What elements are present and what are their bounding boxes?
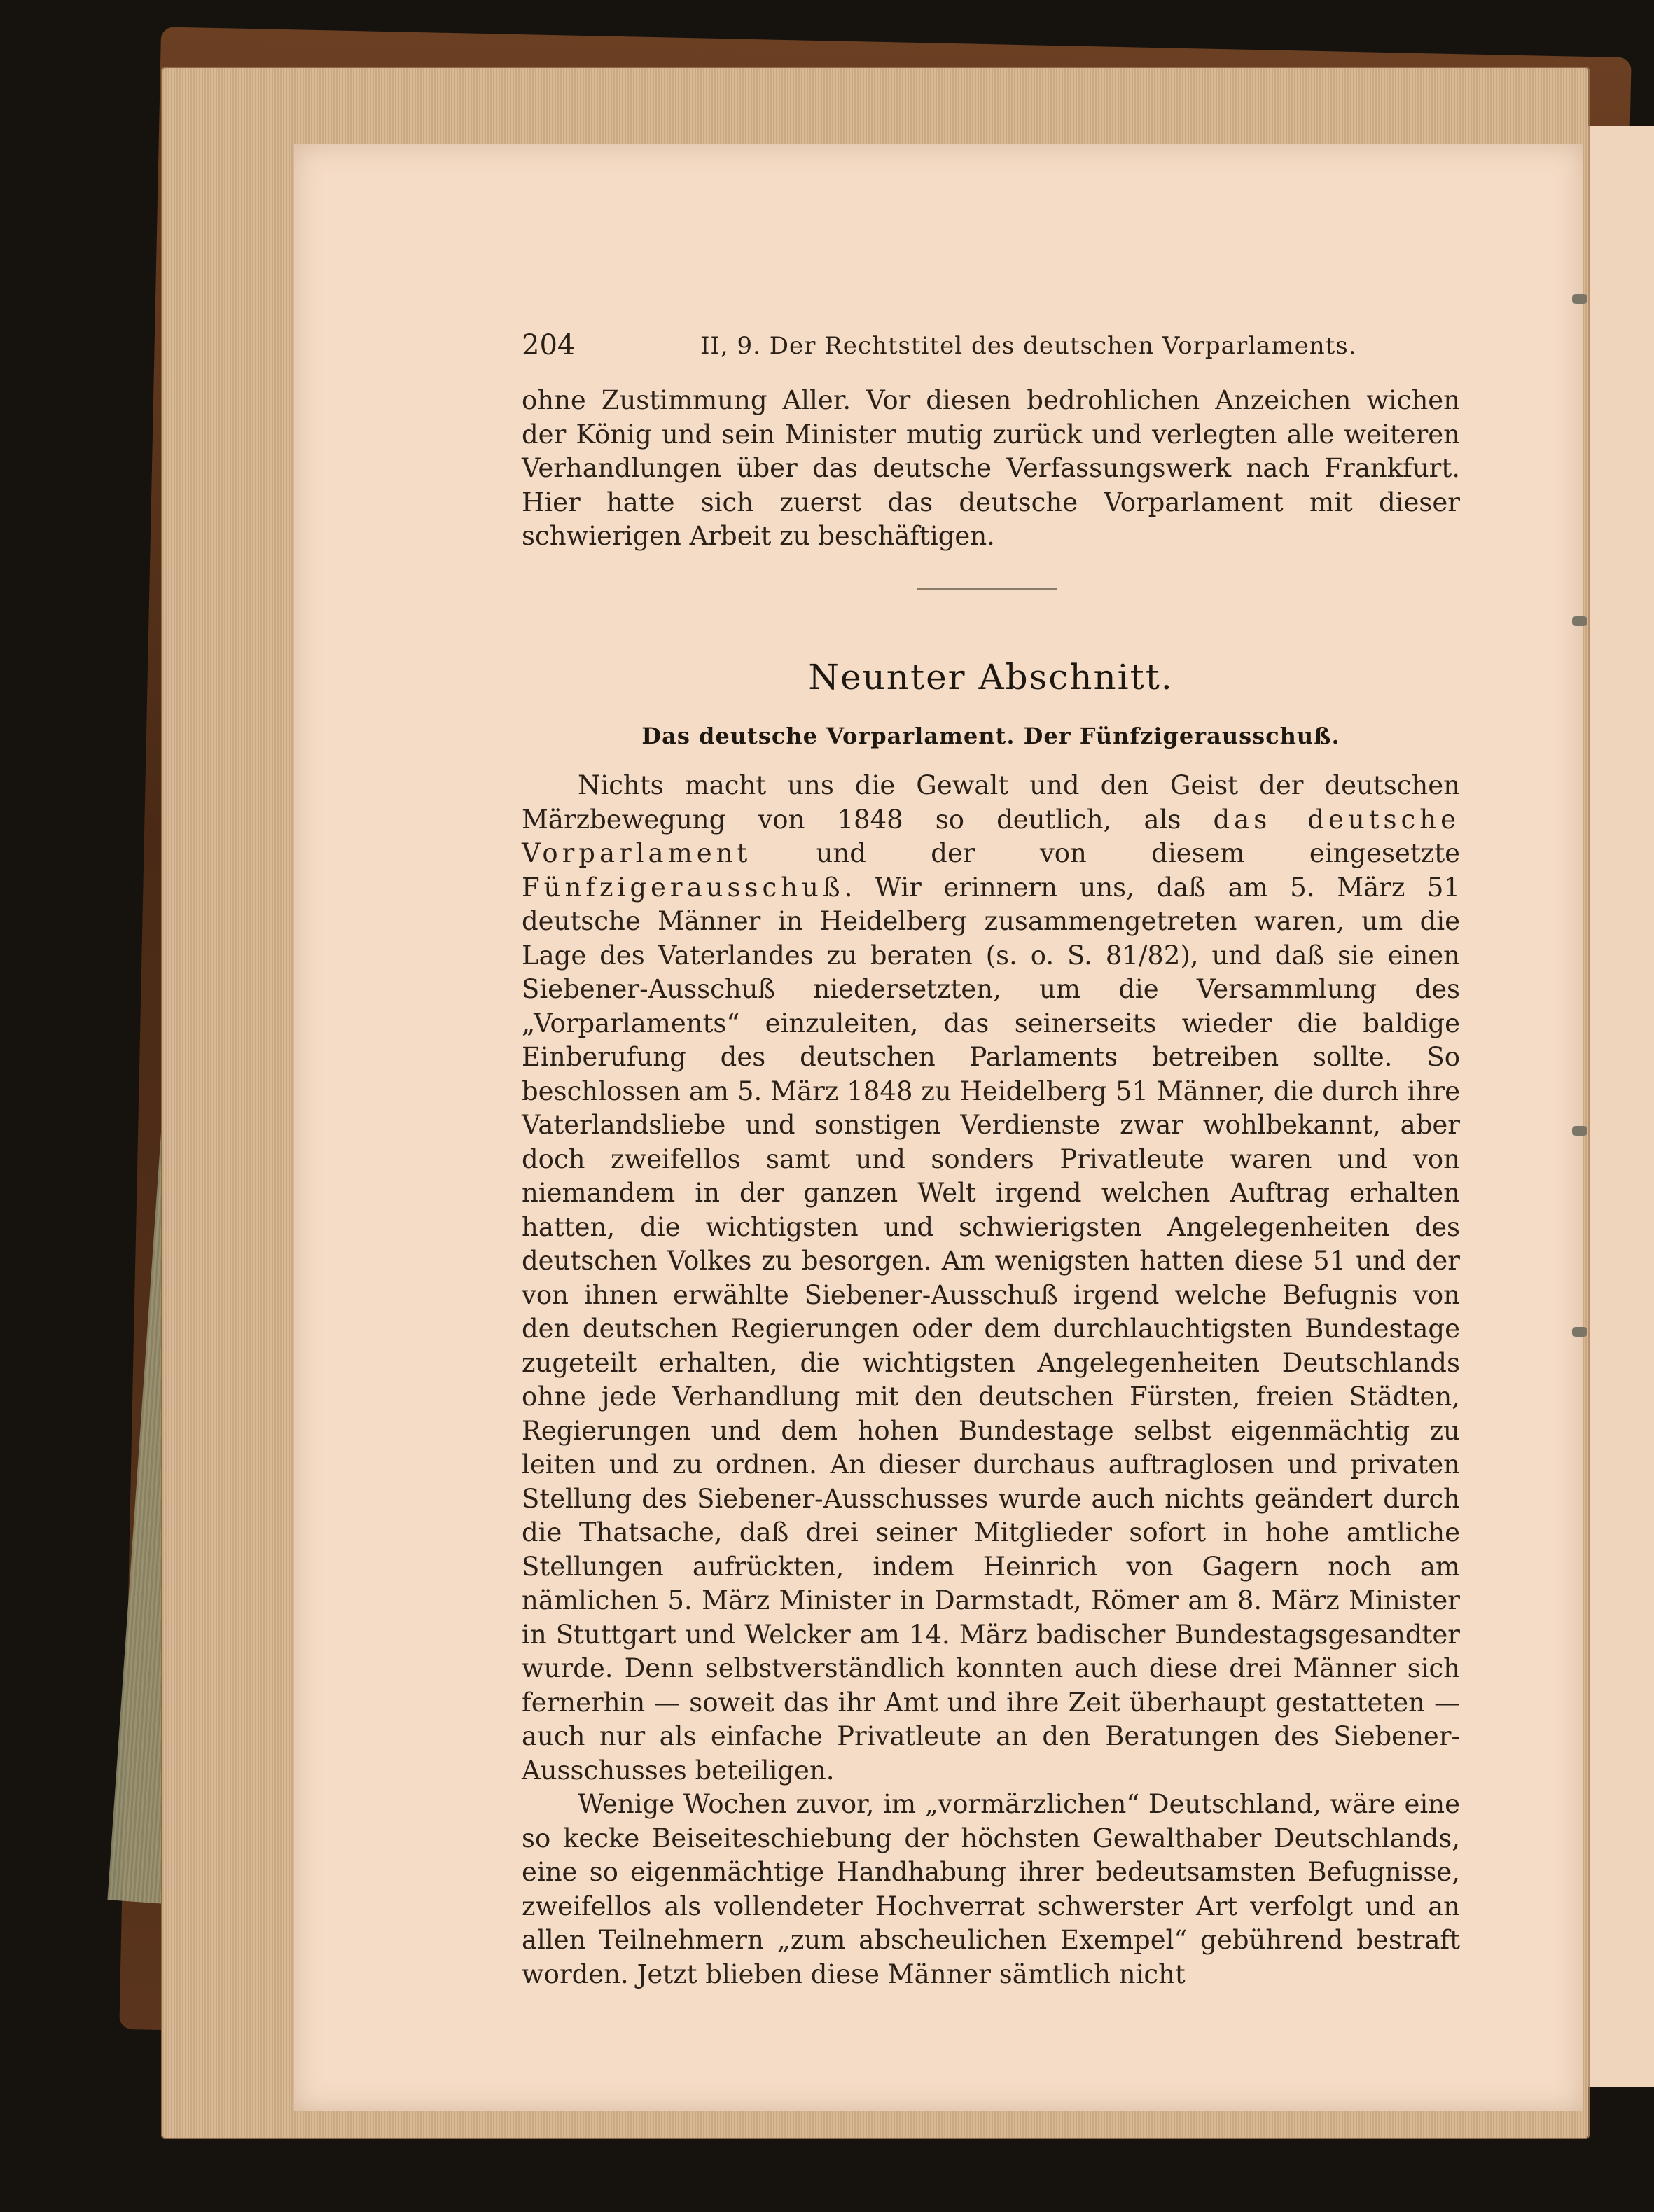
binding-clip <box>1572 616 1587 626</box>
binding-clip <box>1572 294 1587 304</box>
running-head: II, 9. Der Rechtstitel des deutschen Vorparlaments. <box>700 332 1357 360</box>
emphasized-term: das deutsche Vorparlament <box>522 804 1460 868</box>
paragraph-text: und der von diesem eingesetzte <box>751 838 1460 868</box>
page-number: 204 <box>522 329 576 361</box>
facing-page-edge <box>1588 126 1654 2087</box>
emphasized-term: Fünfzigerausschuß <box>522 872 845 903</box>
page-header <box>522 329 1432 371</box>
section-divider <box>917 588 1057 590</box>
chapter-title: Neunter Abschnitt. <box>808 657 1174 697</box>
intro-paragraph: ohne Zustimmung Aller. Vor diesen bedrohlichen Anzeichen wichen der König und sein Minister mutig zurück und verlegten alle weiteren Verhandlungen über das deutsche Verfassungswerk nach Frankfurt. Hier hatte sich zuerst das deutsche Vorparlament mit dieser schwierigen Arbeit zu beschäftigen. <box>522 385 1460 551</box>
body-paragraph <box>522 769 1460 1788</box>
intro-paragraph-block <box>522 384 1460 554</box>
chapter-subtitle: Das deutsche Vorparlament. Der Fünfzigerausschuß. <box>641 723 1340 749</box>
paragraph-text: Nichts macht uns die Gewalt und den Geist der deutschen Märzbewegung von 1848 so deutlich, als <box>522 770 1460 835</box>
binding-clip <box>1572 1126 1587 1136</box>
paragraph-text: . Wir erinnern uns, daß am 5. März 51 deutsche Männer in Heidelberg zusammengetreten waren, um die Lage des Vaterlandes zu beraten (s. o. S. 81/82), und daß sie einen Siebener-Ausschuß niedersetzten, um die Versammlung des „Vorparlaments“ einzuleiten, das seinerseits wieder die baldige Einberufung des deutschen Parlaments betreiben sollte. So beschlossen am 5. März 1848 zu Heidelberg 51 Männer, die durch ihre Vaterlandsliebe und sonstigen Verdienste zwar wohlbekannt, aber doch zweifellos samt und sonders Privatleute waren und von niemandem in der ganzen Welt irgend welchen Auftrag erhalten hatten, die wichtigsten und schwierigsten Angelegenheiten des deutschen Volkes zu besorgen. Am wenigsten hatten diese 51 und der von ihnen erwählte Siebener-Ausschuß irgend welche Befugnis von den deutschen Regierungen oder dem durchlauchtigsten Bundestage zugeteilt erhalten, die wichtigsten Angelegenheiten Deutschlands ohne jede Verhandlung mit den deutschen Fürsten, freien Städten, Regierungen und dem hohen Bundestage selbst eigenmächtig zu leiten und zu ordnen. An dieser durchaus auftraglosen und privaten Stellung des Siebener-Ausschusses wurde auch nichts geändert durch die Thatsache, daß drei seiner Mitglieder sofort in hohe amtliche Stellungen aufrückten, indem Heinrich von Gagern noch am nämlichen 5. März Minister in Darmstadt, Römer am 8. März Minister in Stuttgart und Welcker am 14. März badischer Bundestagsgesandter wurde. Denn selbstverständlich konnten auch diese drei Männer sich fernerhin — soweit das ihr Amt und ihre Zeit überhaupt gestatteten — auch nur als einfache Privatleute an den Beratungen des Siebener-Ausschusses beteiligen. <box>522 872 1460 1786</box>
binding-clip <box>1572 1327 1587 1337</box>
chapter-body <box>522 769 1460 1991</box>
body-paragraph: Wenige Wochen zuvor, im „vormärzlichen“ Deutschland, wäre eine so kecke Beiseiteschiebung der höchsten Gewalthaber Deutschlands, eine so eigenmächtige Handhabung ihrer bedeutsamsten Befugnisse, zweifellos als vollendeter Hochverrat schwerster Art verfolgt und an allen Teilnehmern „zum abscheulichen Exempel“ gebührend bestraft worden. Jetzt blieben diese Männer sämtlich nicht <box>522 1789 1460 1989</box>
